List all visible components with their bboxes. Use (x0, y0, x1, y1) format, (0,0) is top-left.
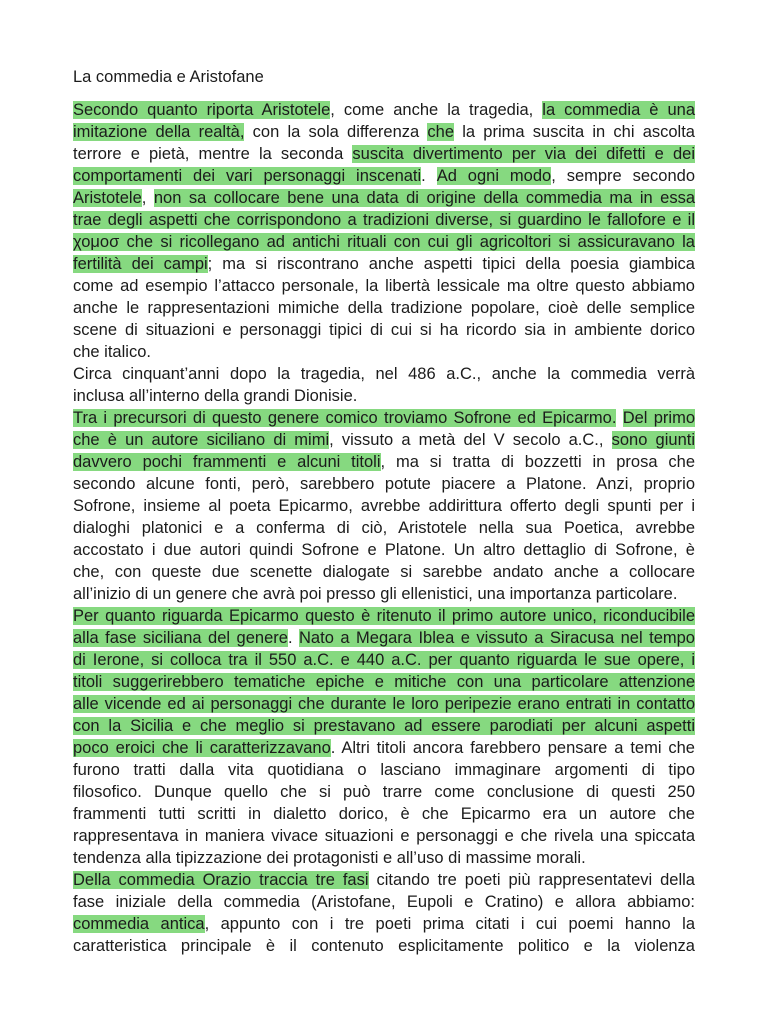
highlighted-text: che (427, 123, 455, 141)
text-segment: , appunto con i tre poeti prima citati i cui poemi hanno la (204, 915, 695, 933)
highlighted-text: non sa collocare bene una data di origine della commedia ma in essa (153, 189, 696, 207)
text-line (73, 385, 695, 407)
text-segment: accostato i due autori quindi Sofrone e Platone. Un altro dettaglio di Sofrone, è (73, 541, 695, 559)
text-segment: anche le rappresentazioni mimiche della tradizione popolare, cioè delle semplice (73, 299, 695, 317)
text-segment: ; ma si riscontrano anche aspetti tipici della poesia giambica (207, 255, 695, 273)
text-line (73, 363, 695, 385)
text-line (73, 121, 695, 143)
highlighted-text: trae degli aspetti che corrispondono a tradizioni diverse, si guardino le fallofore e il (73, 211, 695, 229)
text-line (73, 319, 695, 341)
text-line (73, 407, 695, 429)
text-line (73, 187, 695, 209)
text-line (73, 605, 695, 627)
highlighted-text: davvero pochi frammenti e alcuni titoli (73, 453, 381, 471)
text-line (73, 451, 695, 473)
highlighted-text: commedia antica (73, 915, 205, 933)
highlighted-text: Ad ogni modo (436, 167, 552, 185)
text-segment: , (141, 189, 154, 207)
highlighted-text: Per quanto riguarda Epicarmo questo è ritenuto il primo autore unico, riconducibile (73, 607, 695, 625)
text-segment: Circa cinquant’anni dopo la tragedia, nel 486 a.C., anche la commedia verrà (73, 365, 695, 383)
text-segment: . Altri titoli ancora farebbero pensare a temi che (330, 739, 695, 757)
text-line (73, 495, 695, 517)
highlighted-text: la commedia è una (542, 101, 695, 119)
text-line (73, 143, 695, 165)
text-segment: , sempre secondo (551, 167, 696, 185)
highlighted-text: imitazione della realtà, (73, 123, 245, 141)
highlighted-text: che è un autore siciliano di mimi (73, 431, 330, 449)
highlighted-text: Tra i precursori di questo genere comico troviamo Sofrone ed Epicarmo. (73, 409, 617, 427)
text-segment: caratteristica principale è il contenuto esplicitamente politico e la violenza (73, 937, 695, 955)
text-segment: con la sola differenza (244, 123, 428, 141)
text-line (73, 341, 695, 363)
text-line (73, 429, 695, 451)
text-segment: frammenti tutti scritti in dialetto dorico, è che Epicarmo era un autore che (73, 805, 695, 823)
highlighted-text: Del primo (622, 409, 695, 427)
text-segment: dialoghi platonici e a conferma di ciò, Aristotele nella sua Poetica, avrebbe (73, 519, 695, 537)
highlighted-text: χομοσ che si ricollegano ad antichi rituali con cui gli agricoltori si assicuravano la (73, 233, 695, 251)
text-line (73, 561, 695, 583)
text-segment: all’inizio di un genere che avrà poi presso gli ellenistici, una importanza particolare. (73, 585, 678, 603)
highlighted-text: titoli suggerirebbero tematiche epiche e mitiche con una particolare attenzione (73, 673, 695, 691)
highlighted-text: Aristotele (73, 189, 142, 207)
text-segment: Sofrone, insieme al poeta Epicarmo, avrebbe addirittura offerto degli spunti per i (73, 497, 695, 515)
text-segment: scene di situazioni e personaggi tipici di cui si ha ricordo sia in ambiente dorico (73, 321, 695, 339)
text-segment: che, con queste due scenette dialogate si sarebbe andato anche a collocare (73, 563, 695, 581)
text-line (73, 913, 695, 935)
text-line (73, 253, 695, 275)
text-line (73, 165, 695, 187)
text-line (73, 737, 695, 759)
text-segment: citando tre poeti più rappresentatevi della (368, 871, 695, 889)
document-body (73, 99, 695, 957)
text-line (73, 209, 695, 231)
text-line (73, 583, 695, 605)
text-line (73, 715, 695, 737)
text-segment: rappresentava in maniera vivace situazioni e personaggi e che rivela una spiccata (73, 827, 695, 845)
text-line (73, 693, 695, 715)
text-segment: terrore e pietà, mentre la seconda (73, 145, 353, 163)
text-segment: che italico. (73, 343, 151, 361)
text-segment: , vissuto a metà del V secolo a.C., (329, 431, 612, 449)
text-segment: filosofico. Dunque quello che si può trarre come conclusione di questi 250 (73, 783, 695, 801)
text-line (73, 671, 695, 693)
text-line (73, 759, 695, 781)
text-segment: furono tratti dalla vita quotidiana o lasciano immaginare argomenti di tipo (73, 761, 695, 779)
text-line (73, 231, 695, 253)
text-line (73, 891, 695, 913)
text-line (73, 847, 695, 869)
text-segment: , come anche la tragedia, (330, 101, 543, 119)
text-segment: come ad esempio l’attacco personale, la libertà lessicale ma oltre questo abbiamo (73, 277, 695, 295)
highlighted-text: poco eroici che li caratterizzavano (73, 739, 331, 757)
text-line (73, 803, 695, 825)
highlighted-text: fertilità dei campi (73, 255, 208, 273)
text-segment: secondo alcune fonti, però, sarebbero potute piacere a Platone. Anzi, proprio (73, 475, 695, 493)
text-segment: fase iniziale della commedia (Aristofane, Eupoli e Cratino) e allora abbiamo: (73, 893, 695, 911)
document-title: La commedia e Aristofane (73, 68, 264, 86)
text-line (73, 473, 695, 495)
text-segment: tendenza alla tipizzazione dei protagonisti e all’uso di massime morali. (73, 849, 586, 867)
text-segment: . (287, 629, 300, 647)
text-line (73, 935, 695, 957)
highlighted-text: comportamenti dei vari personaggi inscenati (73, 167, 422, 185)
highlighted-text: sono giunti (611, 431, 695, 449)
text-segment: . (421, 167, 437, 185)
text-segment: , ma si tratta di bozzetti in prosa che (380, 453, 696, 471)
text-line (73, 869, 695, 891)
text-line (73, 781, 695, 803)
text-line (73, 649, 695, 671)
text-line (73, 517, 695, 539)
highlighted-text: Nato a Megara Iblea e vissuto a Siracusa nel tempo (299, 629, 695, 647)
text-segment: la prima suscita in chi ascolta (454, 123, 695, 141)
highlighted-text: alla fase siciliana del genere (73, 629, 288, 647)
text-line (73, 539, 695, 561)
text-line (73, 825, 695, 847)
highlighted-text: di Ierone, si colloca tra il 550 a.C. e 440 a.C. per quanto riguarda le sue opere, i (73, 651, 695, 669)
text-line (73, 297, 695, 319)
highlighted-text: suscita divertimento per via dei difetti e dei (352, 145, 695, 163)
highlighted-text: con la Sicilia e che meglio si prestavano ad essere parodiati per alcuni aspetti (73, 717, 695, 735)
highlighted-text: Secondo quanto riporta Aristotele (73, 101, 331, 119)
highlighted-text: Della commedia Orazio traccia tre fasi (73, 871, 369, 889)
text-line (73, 627, 695, 649)
highlighted-text: alle vicende ed ai personaggi che durante le loro peripezie erano entrati in contatto (73, 695, 695, 713)
text-line (73, 275, 695, 297)
text-segment: inclusa all’interno della grandi Dionisie. (73, 387, 358, 405)
text-line (73, 99, 695, 121)
